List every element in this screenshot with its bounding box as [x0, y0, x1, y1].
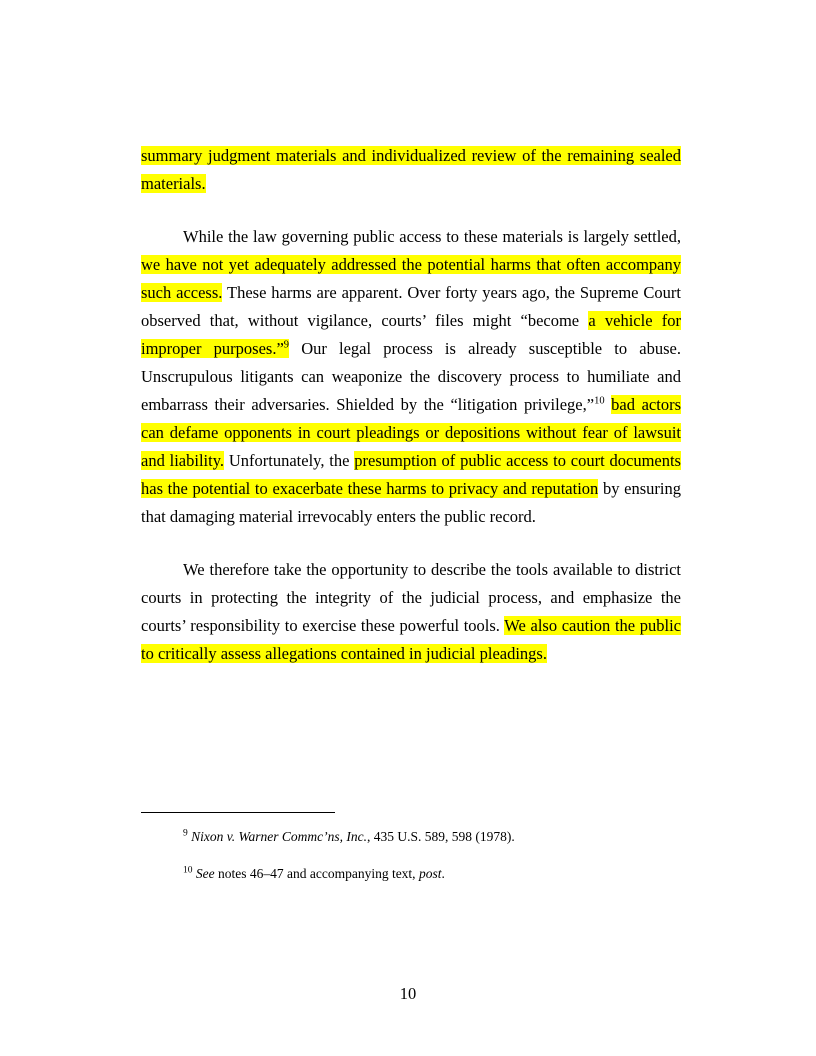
footnote-signal: See: [195, 866, 215, 881]
footnote-citation: , 435 U.S. 589, 598 (1978).: [366, 829, 515, 844]
text-run: Our legal process is already susceptible to abuse. Unscrupulous litigants can weaponize the discovery process to humiliate and embarrass their adversaries. Shielded by the “litigation privilege,”: [141, 339, 681, 414]
text-run: While the law governing public access to these materials is largely settled,: [183, 227, 681, 246]
footnote-period: .: [441, 866, 445, 881]
paragraph-1: [141, 142, 681, 198]
text-run: by ensuring that damaging material irrevocably enters the public record.: [141, 479, 681, 526]
highlight-span: we have not yet adequately addressed the potential harms that often accompany such access.: [141, 255, 681, 302]
footnote-number: 9: [183, 828, 188, 839]
text-run: Unfortunately, the: [224, 451, 355, 470]
footnote-separator-rule: [141, 812, 335, 813]
highlight-span: a vehicle for improper purposes.”: [141, 311, 681, 358]
paragraph-2: [141, 223, 681, 531]
footnote-area: [141, 812, 681, 901]
highlight-span: summary judgment materials and individualized review of the remaining sealed materials.: [141, 146, 681, 193]
text-run: We therefore take the opportunity to describe the tools available to district courts in protecting the integrity of the judicial process, and emphasize the courts’ responsibility to exercise these powerful tools.: [141, 560, 681, 635]
footnote-number: 10: [183, 865, 193, 876]
footnote-9: [141, 827, 681, 846]
text-run: These harms are apparent. Over forty years ago, the Supreme Court observed that, without vigilance, courts’ files might “become: [141, 283, 681, 330]
footnote-text: notes 46–47 and accompanying text,: [214, 866, 419, 881]
page-number: 10: [399, 984, 417, 1003]
footnote-10: [141, 864, 681, 883]
highlight-span: bad actors can defame opponents in court pleadings or depositions without fear of lawsuit and liability.: [141, 395, 681, 470]
paragraph-3: [141, 556, 681, 668]
footnote-case-name: Nixon v. Warner Commc’ns, Inc.: [191, 829, 367, 844]
footnote-post: post: [418, 866, 442, 881]
highlight-span: presumption of public access to court documents has the potential to exacerbate these harms to privacy and reputation: [141, 451, 681, 498]
footnote-marker: 9: [283, 339, 290, 351]
footnote-reference-10: 10: [594, 395, 605, 407]
body-text-column: [141, 142, 681, 693]
highlight-span: We also caution the public to critically assess allegations contained in judicial pleadings.: [141, 616, 681, 663]
